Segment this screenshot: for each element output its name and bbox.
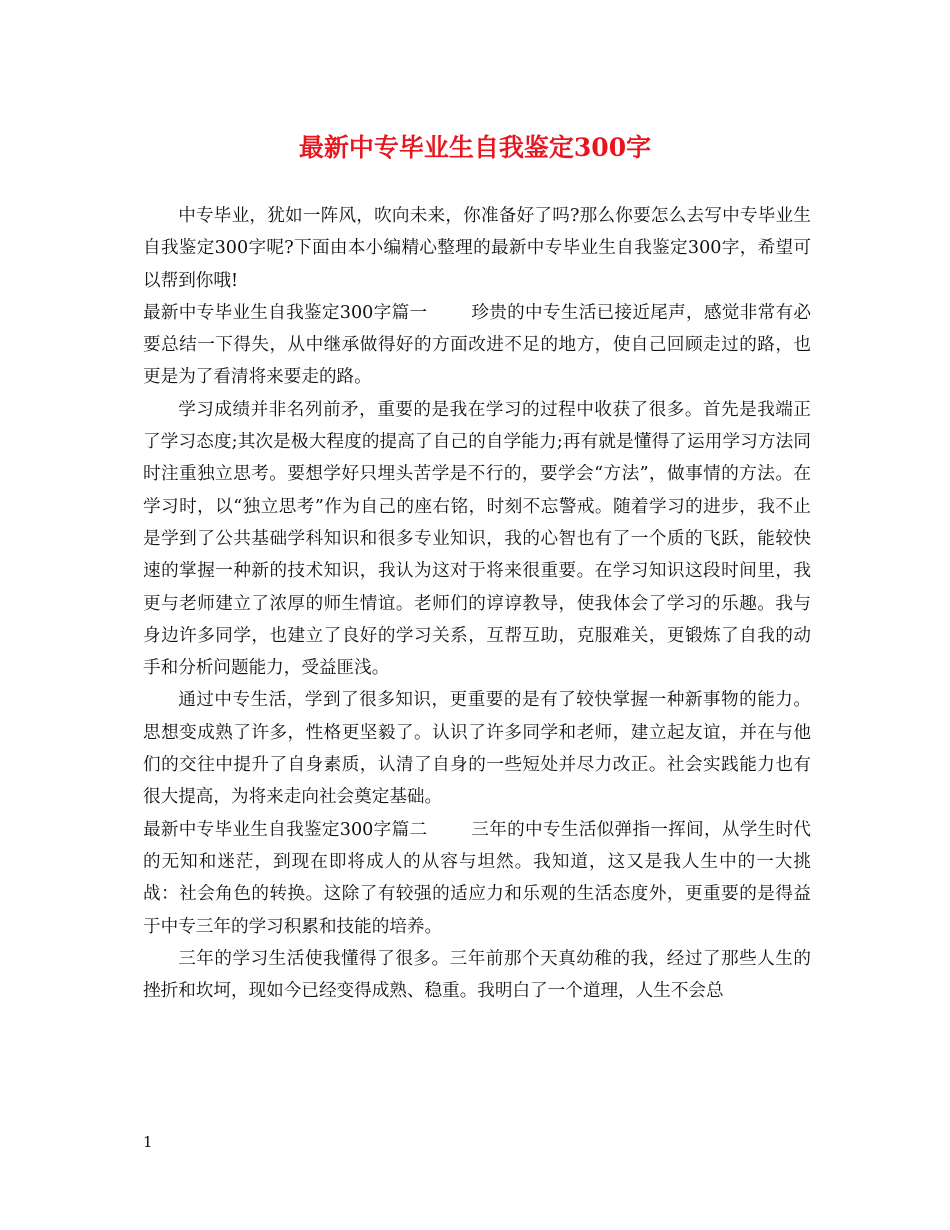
section-two-paragraph-2: 三年的学习生活使我懂得了很多。三年前那个天真幼稚的我，经过了那些人生的挫折和坎坷，现如今已经变得成熟、稳重。我明白了一个道理，人生不会总 [143,948,811,1002]
intro-paragraph: 中专毕业，犹如一阵风，吹向未来，你准备好了吗?那么你要怎么去写中专毕业生自我鉴定300字呢?下面由本小编精心整理的最新中专毕业生自我鉴定300字，希望可以帮到你哦! [143,206,811,291]
section-one-paragraph-3: 通过中专生活，学到了很多知识，更重要的是有了较快掌握一种新事物的能力。思想变成熟了许多，性格更坚毅了。认识了许多同学和老师，建立起友谊，并在与他们的交往中提升了自身素质，认清了自身的一些短处并尽力改正。社会实践能力也有很大提高，为将来走向社会奠定基础。 [143,690,811,808]
document-title: 最新中专毕业生自我鉴定300字 [298,133,652,162]
section-one-lead-text: 珍贵的中专生活已接近尾声，感觉非常有必要总结一下得失，从中继承做得好的方面改进不足的地方，使自己回顾走过的路，也更是为了看清将来要走的路。 [143,302,811,388]
section-one-lead-paragraph [143,297,811,394]
section-two-heading: 最新中专毕业生自我鉴定300字篇二 [143,819,428,840]
section-one-heading: 最新中专毕业生自我鉴定300字篇一 [143,302,428,323]
section-one-paragraph-2: 学习成绩并非名列前矛，重要的是我在学习的过程中收获了很多。首先是我端正了学习态度;其次是极大程度的提高了自己的自学能力;再有就是懂得了运用学习方法同时注重独立思考。要想学好只埋头苦学是不行的，要学会“方法”，做事情的方法。在学习时，以“独立思考”作为自己的座右铭，时刻不忘警戒。随着学习的进步，我不止是学到了公共基础学科知识和很多专业知识，我的心智也有了一个质的飞跃，能较快速的掌握一种新的技术知识，我认为这对于将来很重要。在学习知识这段时间里，我更与老师建立了浓厚的师生情谊。老师们的谆谆教导，使我体会了学习的乐趣。我与身边许多同学，也建立了良好的学习关系，互帮互助，克服难关，更锻炼了自我的动手和分析问题能力，受益匪浅。 [143,399,811,679]
document-body [143,200,811,1007]
page-number: 1 [143,1133,153,1151]
section-two-lead-paragraph [143,814,811,943]
section-two-lead-text: 三年的中专生活似弹指一挥间，从学生时代的无知和迷茫，到现在即将成人的从容与坦然。我知道，这又是我人生中的一大挑战：社会角色的转换。这除了有较强的适应力和乐观的生活态度外，更重要的是得益于中专三年的学习积累和技能的培养。 [143,819,811,937]
